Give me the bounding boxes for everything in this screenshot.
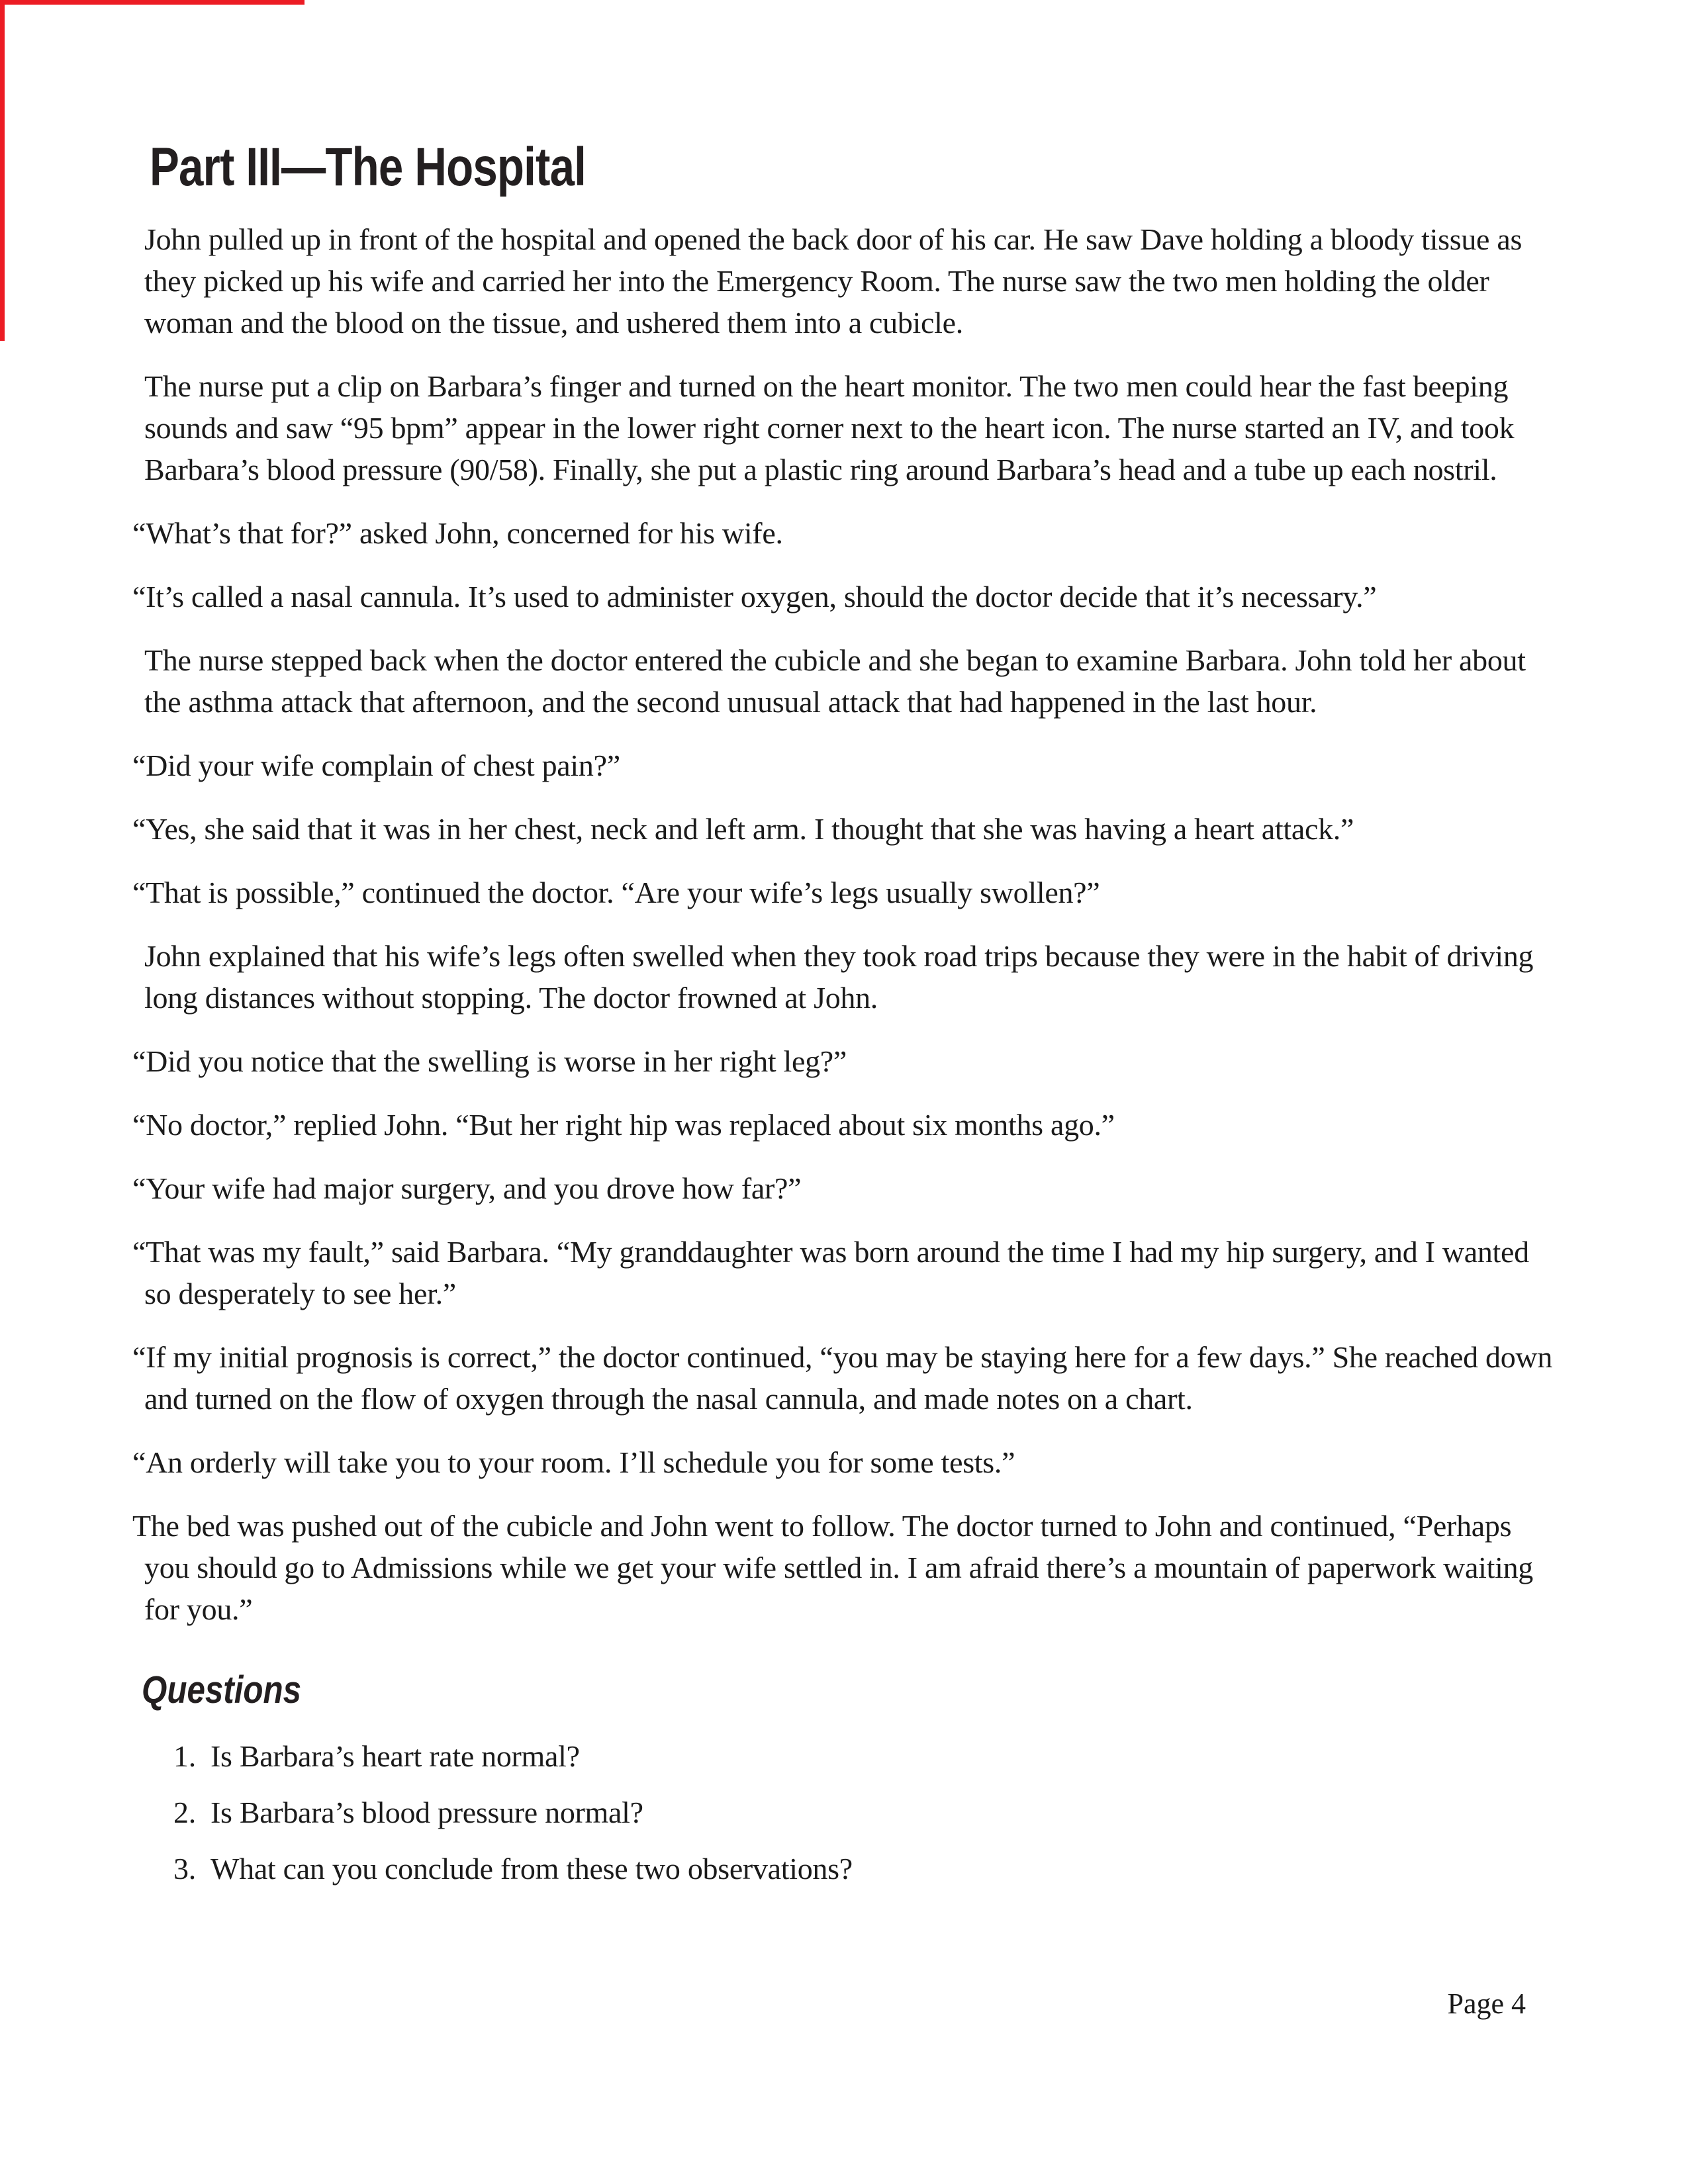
question-item [173,1736,1556,1776]
story-paragraph: “That is possible,” continued the doctor. “Are your wife’s legs usually swollen?” [132,876,1100,909]
red-crop-mark-horizontal [0,0,305,5]
question-item [173,1792,1556,1833]
story-paragraph: “Did your wife complain of chest pain?” [132,749,620,782]
story-paragraph: “What’s that for?” asked John, concerned for his wife. [132,516,783,550]
page-content [132,137,1556,1905]
story-paragraph: John explained that his wife’s legs often swelled when they took road trips because they were in the habit of driving long distances without stopping. The doctor frowned at John. [144,939,1534,1015]
page-title-text: Part III—The Hospital [150,137,586,197]
story-paragraph: The bed was pushed out of the cubicle and John went to follow. The doctor turned to John and continued, “Perhaps you should go to Admissions while we get your wife settled in. I am afraid there’s a mountain of paperwork waiting for you.” [132,1509,1533,1626]
story-paragraph: “Your wife had major surgery, and you drove how far?” [132,1171,802,1205]
story-paragraph: “Did you notice that the swelling is worse in her right leg?” [132,1044,847,1078]
story-body [132,218,1556,1630]
story-paragraph: “If my initial prognosis is correct,” the doctor continued, “you may be staying here for a few days.” She reached down and turned on the flow of oxygen through the nasal cannula, and made notes on a chart. [132,1340,1553,1416]
question-item [173,1848,1556,1889]
question-text: Is Barbara’s heart rate normal? [211,1739,580,1773]
question-list [132,1736,1556,1889]
question-number: 1. [173,1739,196,1773]
story-paragraph: “It’s called a nasal cannula. It’s used to administer oxygen, should the doctor decide that it’s necessary.” [132,580,1377,614]
page-number: Page 4 [1447,1987,1526,2020]
story-paragraph: The nurse stepped back when the doctor entered the cubicle and she began to examine Barbara. John told her about the asthma attack that afternoon, and the second unusual attack that had happened in the last hour. [144,643,1526,719]
story-paragraph: The nurse put a clip on Barbara’s finger and turned on the heart monitor. The two men could hear the fast beeping sounds and saw “95 bpm” appear in the lower right corner next to the heart icon. The nurse started an IV, and took Barbara’s blood pressure (90/58). Finally, she put a plastic ring around Barbara’s head and a tube up each nostril. [144,369,1515,486]
story-paragraph: “Yes, she said that it was in her chest, neck and left arm. I thought that she was having a heart attack.” [132,812,1354,846]
question-text: What can you conclude from these two observations? [211,1852,853,1886]
question-text: Is Barbara’s blood pressure normal? [211,1796,643,1829]
question-number: 3. [173,1852,196,1886]
story-paragraph: “That was my fault,” said Barbara. “My granddaughter was born around the time I had my hip surgery, and I wanted so desperately to see her.” [132,1235,1529,1310]
question-number: 2. [173,1796,196,1829]
story-paragraph: “An orderly will take you to your room. I’ll schedule you for some tests.” [132,1445,1015,1479]
story-paragraph: “No doctor,” replied John. “But her right hip was replaced about six months ago.” [132,1108,1115,1142]
page-title [150,137,1556,197]
red-crop-mark-vertical [0,0,5,341]
story-paragraph: John pulled up in front of the hospital and opened the back door of his car. He saw Dave holding a bloody tissue as they picked up his wife and carried her into the Emergency Room. The nurse saw the two men holding the older woman and the blood on the tissue, and ushered them into a cubicle. [144,222,1523,340]
questions-heading [142,1668,1556,1711]
questions-heading-text: Questions [142,1668,302,1711]
